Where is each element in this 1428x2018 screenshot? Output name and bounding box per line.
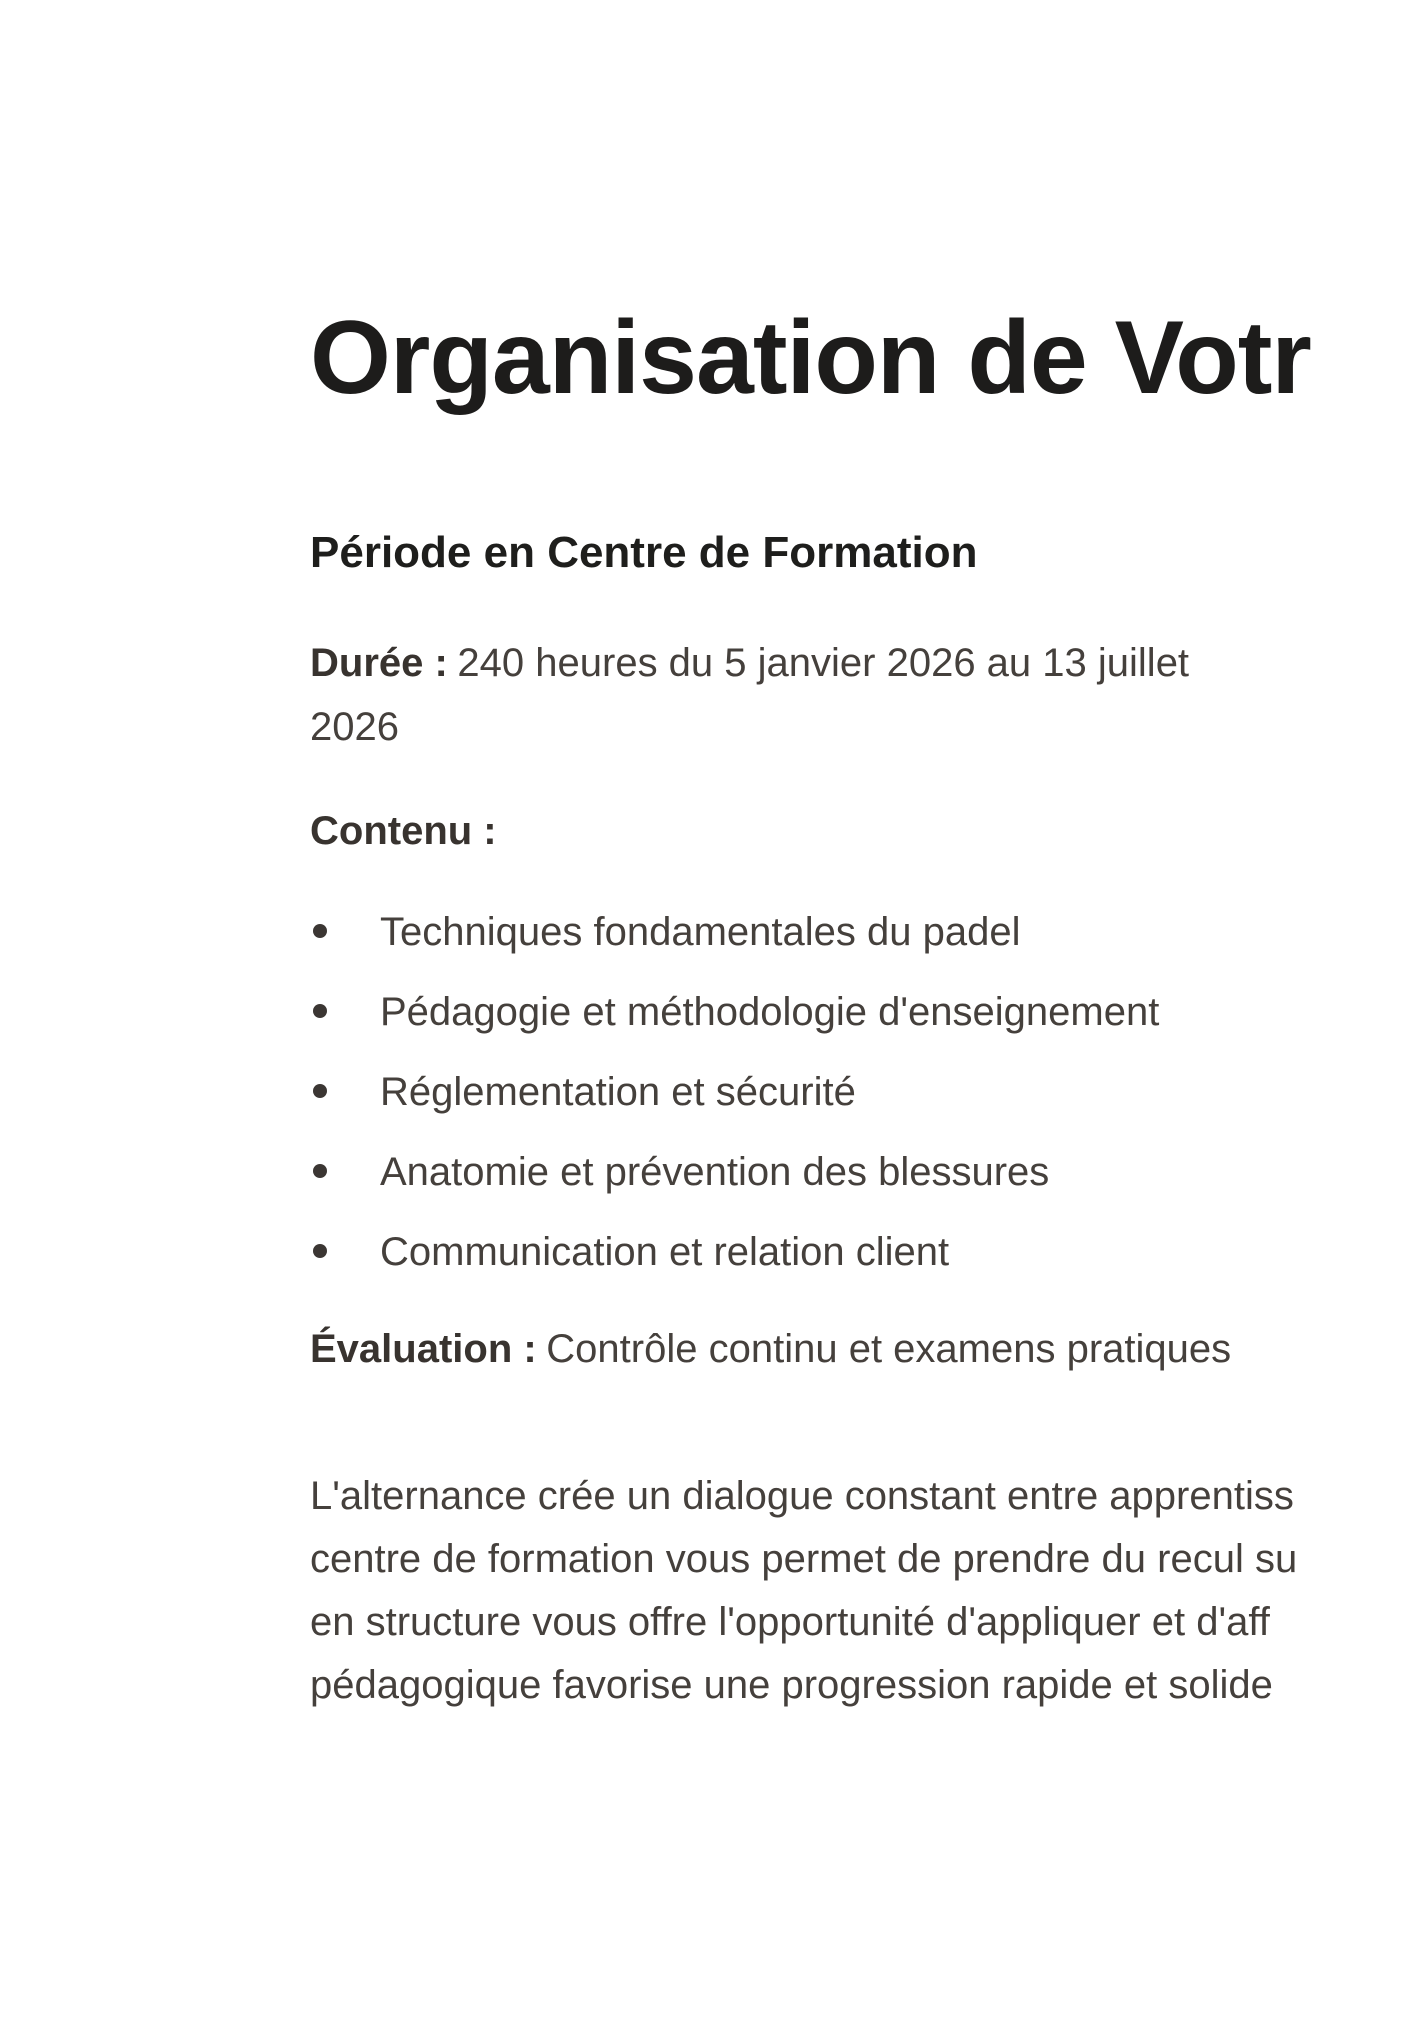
duration-line-1	[310, 631, 1189, 695]
list-item	[310, 1052, 1159, 1132]
paragraph-line: en structure vous offre l'opportunité d'appliquer et d'aff	[310, 1600, 1270, 1644]
list-item	[310, 1132, 1159, 1212]
bullet-icon	[313, 924, 327, 938]
duration-value: 240 heures du 5 janvier 2026 au 13 juillet	[457, 641, 1190, 685]
duration-block	[310, 631, 1189, 759]
list-item-label: Pédagogie et méthodologie d'enseignement	[380, 990, 1160, 1034]
bullet-icon	[313, 1084, 327, 1098]
list-item	[310, 972, 1159, 1052]
page-title: Organisation de Votr	[310, 300, 1311, 416]
duration-line-2: 2026	[310, 705, 399, 749]
list-item-label: Techniques fondamentales du padel	[380, 910, 1021, 954]
list-item-label: Communication et relation client	[380, 1230, 950, 1274]
bullet-icon	[313, 1164, 327, 1178]
evaluation-label: Évaluation :	[310, 1327, 537, 1371]
list-item	[310, 1212, 1159, 1292]
list-item-label: Réglementation et sécurité	[380, 1070, 856, 1114]
content-label: Contenu :	[310, 809, 497, 853]
evaluation-block	[310, 1317, 1231, 1381]
bullet-icon	[313, 1004, 327, 1018]
closing-paragraph	[310, 1465, 1297, 1717]
duration-label: Durée :	[310, 641, 448, 685]
section-heading: Période en Centre de Formation	[310, 528, 978, 577]
content-block	[310, 799, 506, 863]
bullet-icon	[313, 1244, 327, 1258]
evaluation-value: Contrôle continu et examens pratiques	[546, 1327, 1232, 1371]
list-item-label: Anatomie et prévention des blessures	[380, 1150, 1050, 1194]
paragraph-line: L'alternance crée un dialogue constant entre apprentiss	[310, 1474, 1294, 1518]
paragraph-line: centre de formation vous permet de prendre du recul su	[310, 1537, 1298, 1581]
paragraph-line: pédagogique favorise une progression rapide et solide	[310, 1663, 1273, 1707]
content-bullet-list	[310, 892, 1159, 1292]
list-item	[310, 892, 1159, 972]
